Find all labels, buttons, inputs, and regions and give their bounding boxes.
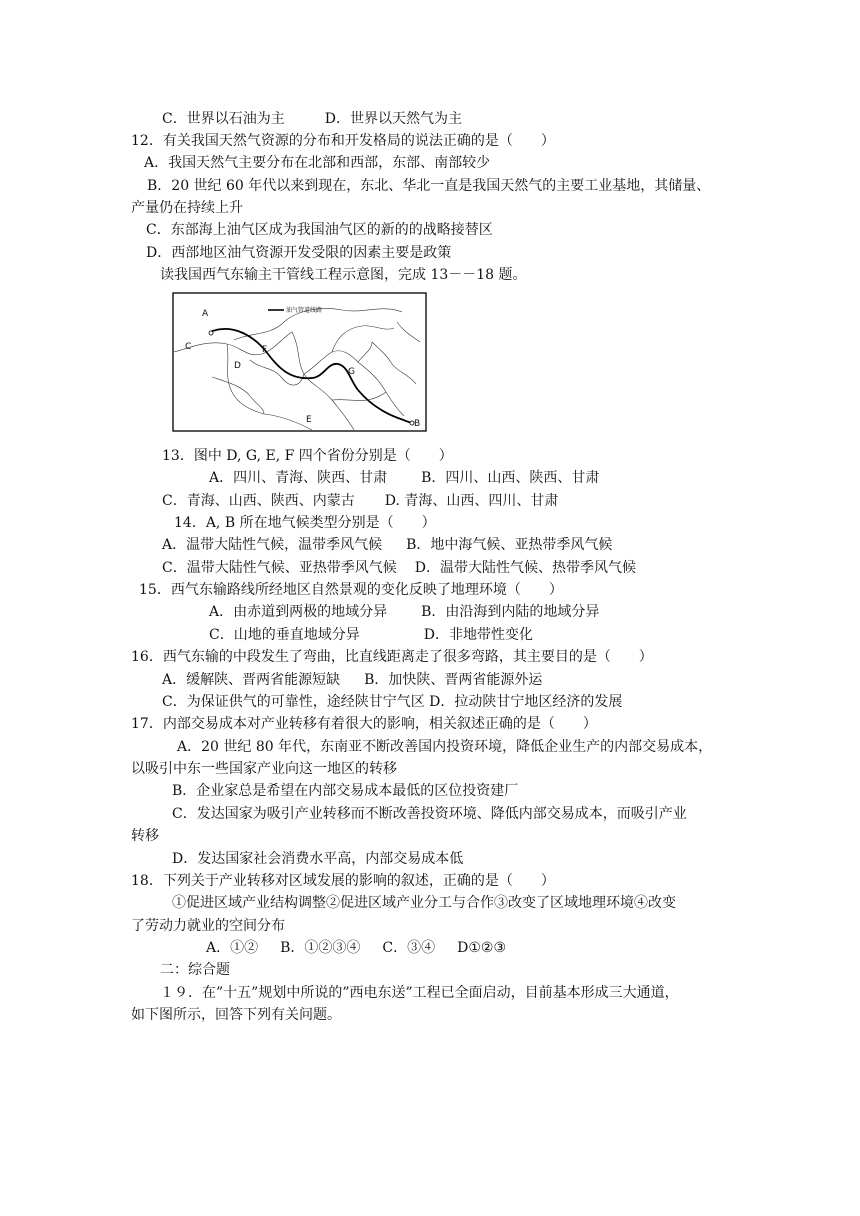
line-text: 读我国西气东输主干管线工程示意图，完成 13－－18 题。 (160, 267, 527, 283)
text-line (162, 691, 622, 713)
text-line (131, 1004, 341, 1026)
option-text: B．加快陕、晋两省能源外运 (364, 672, 543, 688)
text-line (131, 646, 653, 668)
text-line (209, 601, 599, 623)
text-line (162, 534, 612, 556)
option-text: B．地中海气候、亚热带季风气候 (406, 537, 613, 553)
line-text: ①促进区域产业结构调整②促进区域产业分工与合作③改变了区域地理环境④改变 (172, 895, 676, 911)
text-line (131, 758, 397, 780)
text-line (172, 803, 687, 825)
line-text: 产量仍在持续上升 (131, 200, 243, 216)
text-line (209, 624, 533, 646)
option-text: B．四川、山西、陕西、甘肃 (421, 470, 600, 486)
map-label-b: B (414, 419, 421, 429)
line-text: A．我国天然气主要分布在北部和西部，东部、南部较少 (144, 155, 491, 171)
line-text: D．西部地区油气资源开发受限的因素主要是政策 (146, 245, 452, 261)
text-line (160, 959, 230, 981)
map-label-c: C (185, 342, 192, 352)
text-line (131, 713, 597, 735)
line-text: C．东部海上油气区成为我国油气区的新的的战略接替区 (146, 222, 493, 238)
text-line (209, 467, 599, 489)
line-text: 二：综合题 (160, 962, 230, 978)
option-text: D．温带大陆性气候、热带季风气候 (414, 560, 636, 576)
text-line (131, 130, 555, 152)
option-text: B．由沿海到内陆的地域分异 (421, 604, 600, 620)
map-label-a: A (202, 309, 209, 319)
line-text: 以吸引中东一些国家产业向这一地区的转移 (131, 761, 397, 777)
line-text: 了劳动力就业的空间分布 (131, 918, 285, 934)
text-line (172, 892, 676, 914)
option-text: D. 青海、山西、四川、甘肃 (384, 493, 559, 509)
text-line (160, 264, 527, 286)
map-label-f: F (262, 345, 268, 355)
text-line (162, 669, 542, 691)
line-text: B．20 世纪 60 年代以来到现在，东北、华北一直是我国天然气的主要工业基地，其储量、 (147, 178, 711, 194)
text-line (146, 242, 451, 264)
option-text: A．缓解陕、晋两省能源短缺 (162, 672, 341, 688)
text-line (144, 152, 490, 174)
text-line (162, 445, 453, 467)
line-text: １９．在”十五”规划中所说的”西电东送”工程已全面启动，目前基本形成三大通道， (160, 985, 679, 1001)
option-text: A．由赤道到两极的地域分异 (209, 604, 388, 620)
line-text: B．企业家总是希望在内部交易成本最低的区位投资建厂 (172, 783, 519, 799)
text-line (147, 175, 710, 197)
option-text: D．世界以天然气为主 (324, 111, 462, 127)
text-line (177, 736, 712, 758)
text-line (172, 780, 518, 802)
line-text: 转移 (131, 828, 159, 844)
text-line (160, 982, 679, 1004)
text-line (131, 825, 159, 847)
text-line (146, 219, 493, 241)
map-label-e: E (306, 415, 312, 425)
text-line (131, 915, 285, 937)
option-text: A．温带大陆性气候，温带季风气候 (162, 537, 383, 553)
map-point-b (410, 421, 414, 425)
text-line (131, 197, 243, 219)
line-text: D．发达国家社会消费水平高，内部交易成本低 (172, 851, 464, 867)
map-label-d: D (234, 361, 241, 371)
line-text: 13．图中 D, G, E, F 四个省份分别是（ ） (162, 448, 453, 464)
line-text: C．发达国家为吸引产业转移而不断改善投资环境、降低内部交易成本，而吸引产业 (172, 806, 687, 822)
text-line (162, 108, 462, 130)
text-line (172, 848, 463, 870)
text-line (139, 579, 563, 601)
pipeline-map (172, 292, 427, 432)
option-text: C．山地的垂直地域分异 (209, 627, 360, 643)
option-text: C．温带大陆性气候、亚热带季风气候 (162, 560, 397, 576)
line-text: 18．下列关于产业转移对区域发展的影响的叙述，正确的是（ ） (131, 873, 555, 889)
text-line (174, 512, 436, 534)
map-label-g: G (348, 367, 355, 377)
map-legend: 油气管道线路 (286, 307, 323, 314)
option-text: C．世界以石油为主 (162, 111, 285, 127)
line-text: C．为保证供气的可靠性，途经陕甘宁气区 D．拉动陕甘宁地区经济的发展 (162, 694, 623, 710)
line-text: A．20 世纪 80 年代，东南亚不断改善国内投资环境，降低企业生产的内部交易成本， (177, 739, 713, 755)
line-text: 12．有关我国天然气资源的分布和开发格局的说法正确的是（ ） (131, 133, 555, 149)
map-point-a (209, 331, 213, 335)
text-line (162, 557, 636, 579)
text-line (131, 870, 555, 892)
line-text: 14．A, B 所在地气候类型分别是（ ） (174, 515, 436, 531)
option-text: C．③④ (382, 940, 436, 956)
text-line (162, 490, 558, 512)
line-text: 如下图所示，回答下列有关问题。 (131, 1007, 341, 1023)
line-text: 17．内部交易成本对产业转移有着很大的影响，相关叙述正确的是（ ） (131, 716, 597, 732)
line-text: 15．西气东输路线所经地区自然景观的变化反映了地理环境（ ） (139, 582, 563, 598)
option-text: D①②③ (457, 940, 507, 956)
option-text: A．①② (206, 940, 259, 956)
option-text: A．四川、青海、陕西、甘肃 (209, 470, 388, 486)
option-text: B．①②③④ (280, 940, 361, 956)
text-line (206, 937, 506, 959)
option-text: D．非地带性变化 (423, 627, 533, 643)
line-text: 16．西气东输的中段发生了弯曲，比直线距离走了很多弯路，其主要目的是（ ） (131, 649, 653, 665)
option-text: C．青海、山西、陕西、内蒙古 (162, 493, 355, 509)
